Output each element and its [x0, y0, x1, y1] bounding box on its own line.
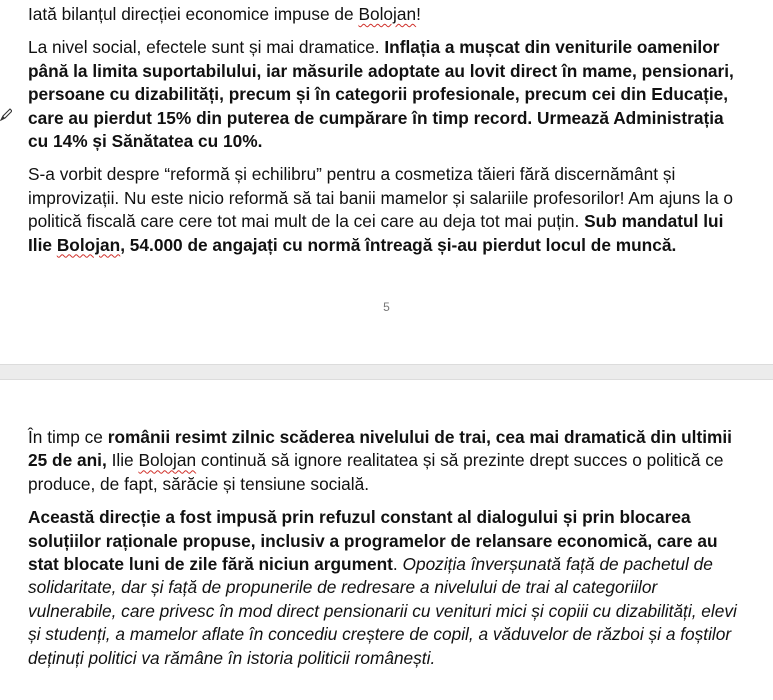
paragraph-reforma	[28, 163, 743, 257]
paragraph-bilant	[28, 3, 743, 26]
text-run: !	[416, 4, 421, 24]
spellcheck-word[interactable]: Bolojan	[358, 4, 417, 24]
text-run: Ilie	[106, 450, 139, 471]
paragraph-social	[28, 36, 743, 153]
page-separator	[0, 364, 773, 380]
paragraph-nivel-trai	[28, 426, 743, 496]
text-run: .	[392, 554, 403, 575]
document-page-6	[0, 380, 773, 700]
page-5-text	[28, 3, 743, 267]
spellcheck-word[interactable]: Bolojan	[56, 234, 121, 255]
text-run: În timp ce	[28, 427, 108, 447]
page-number: 5	[383, 300, 390, 314]
bold-text-run: , 54.000 de angajați cu normă întreagă și-au pierdut locul de muncă.	[120, 234, 677, 255]
page-6-text	[28, 426, 743, 680]
text-run: continuă să ignore realitatea și să prezinte drept succes o politică ce produce, de fapt, sărăcie și tensiune socială.	[28, 450, 724, 494]
bold-text-run: românii resimt zilnic scăderea nivelului de trai, cea mai dramatică din ultimii 25 de ani,	[28, 427, 732, 471]
bold-text-run: Sub mandatul lui Ilie	[28, 211, 724, 255]
spellcheck-word[interactable]: Bolojan	[138, 450, 197, 471]
pen-edit-icon[interactable]	[0, 106, 12, 122]
italic-text-run: Opoziția înverșunată față de pachetul de solidaritate, dar și față de propunerile de redresare a nivelului de trai al categoriilor vulnerabile, care privesc în mod direct pensionarii cu venituri mici și copiii cu dizabilități, elevi și studenți, a mamelor aflate în concediu creștere de copil, a văduvelor de război și a foștilor deținuți politici va rămâne în istoria politicii românești.	[28, 554, 737, 668]
bold-text-run: Inflația a mușcat din veniturile oamenilor până la limita suportabilului, iar măsurile adoptate au lovit direct în mame, pensionari, persoane cu dizabilități, precum și în categorii profesionale, precum cei din Educație, care au pierdut 15% din puterea de cumpărare în timp record. Urmează Administrația cu 14% și Sănătatea cu 10%.	[28, 37, 734, 152]
paragraph-directie	[28, 506, 743, 670]
text-run: La nivel social, efectele sunt și mai dramatice.	[28, 37, 385, 58]
text-run: S-a vorbit despre “reformă și echilibru” pentru a cosmetiza tăieri fără discernământ și improvizații. Nu este nicio reformă să tai banii mamelor și salariile profesorilor! Am ajuns la o politică fiscală care cere tot mai mult de la cei care au deja tot mai puțin.	[28, 164, 733, 232]
text-run: Iată bilanțul direcției economice impuse de	[28, 4, 359, 24]
bold-text-run: Această direcție a fost impusă prin refuzul constant al dialogului și prin blocarea soluțiilor raționale propuse, inclusiv a programelor de relansare economică, care au stat blocate luni de zile fără niciun argument	[28, 507, 718, 575]
